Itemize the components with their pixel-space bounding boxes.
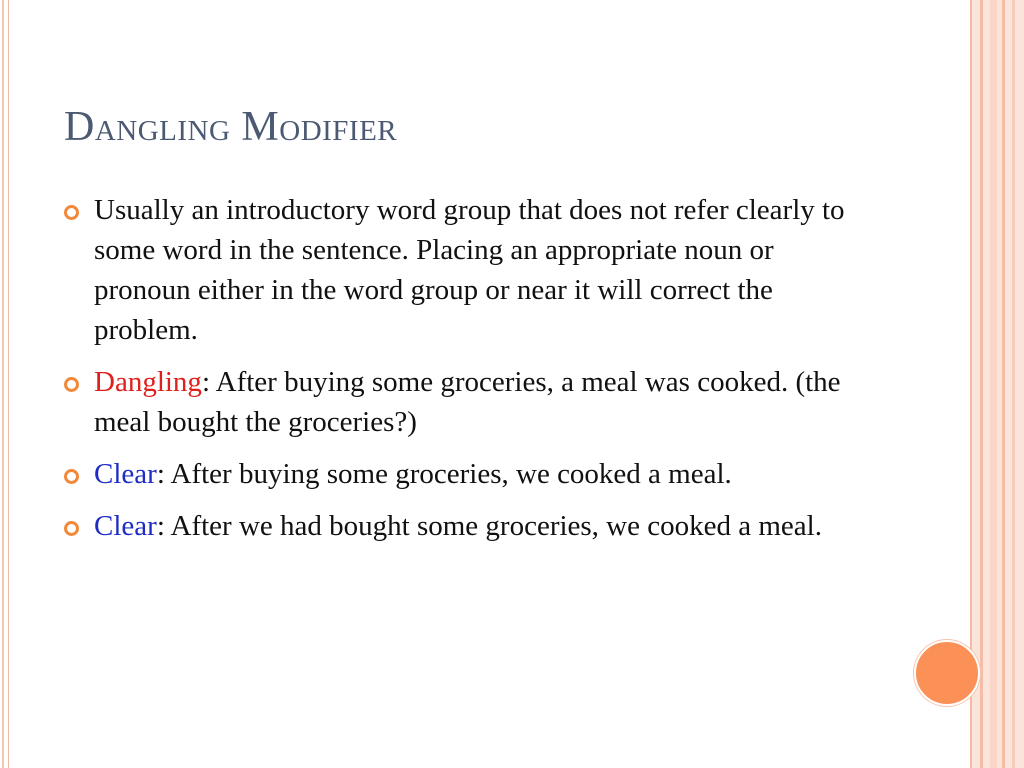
bullet-text: Usually an introductory word group that does not refer clearly to some word in the sentence. Placing an appropriate noun or pronoun either in the word group or near it will correct the problem. xyxy=(94,194,845,346)
left-frame-border xyxy=(0,0,9,768)
bullet-item xyxy=(62,362,872,442)
bullet-list xyxy=(62,190,872,558)
bullet-item xyxy=(62,190,872,350)
bullet-text: : After buying some groceries, a meal was cooked. (the meal bought the groceries?) xyxy=(94,366,841,438)
circle-bullet-icon xyxy=(64,521,79,536)
slide-title: Dangling Modifier xyxy=(64,104,398,150)
circle-bullet-icon xyxy=(64,469,79,484)
bullet-item xyxy=(62,454,872,494)
bullet-label-clear: Clear xyxy=(94,458,157,490)
right-frame-border xyxy=(970,0,1024,768)
bullet-text: : After we had bought some groceries, we cooked a meal. xyxy=(156,510,822,542)
decorative-circle xyxy=(914,640,980,706)
circle-bullet-icon xyxy=(64,205,79,220)
bullet-text: : After buying some groceries, we cooked a meal. xyxy=(156,458,732,490)
bullet-label-clear: Clear xyxy=(94,510,157,542)
bullet-label-dangling: Dangling xyxy=(94,366,202,398)
circle-bullet-icon xyxy=(64,377,79,392)
bullet-item xyxy=(62,506,872,546)
